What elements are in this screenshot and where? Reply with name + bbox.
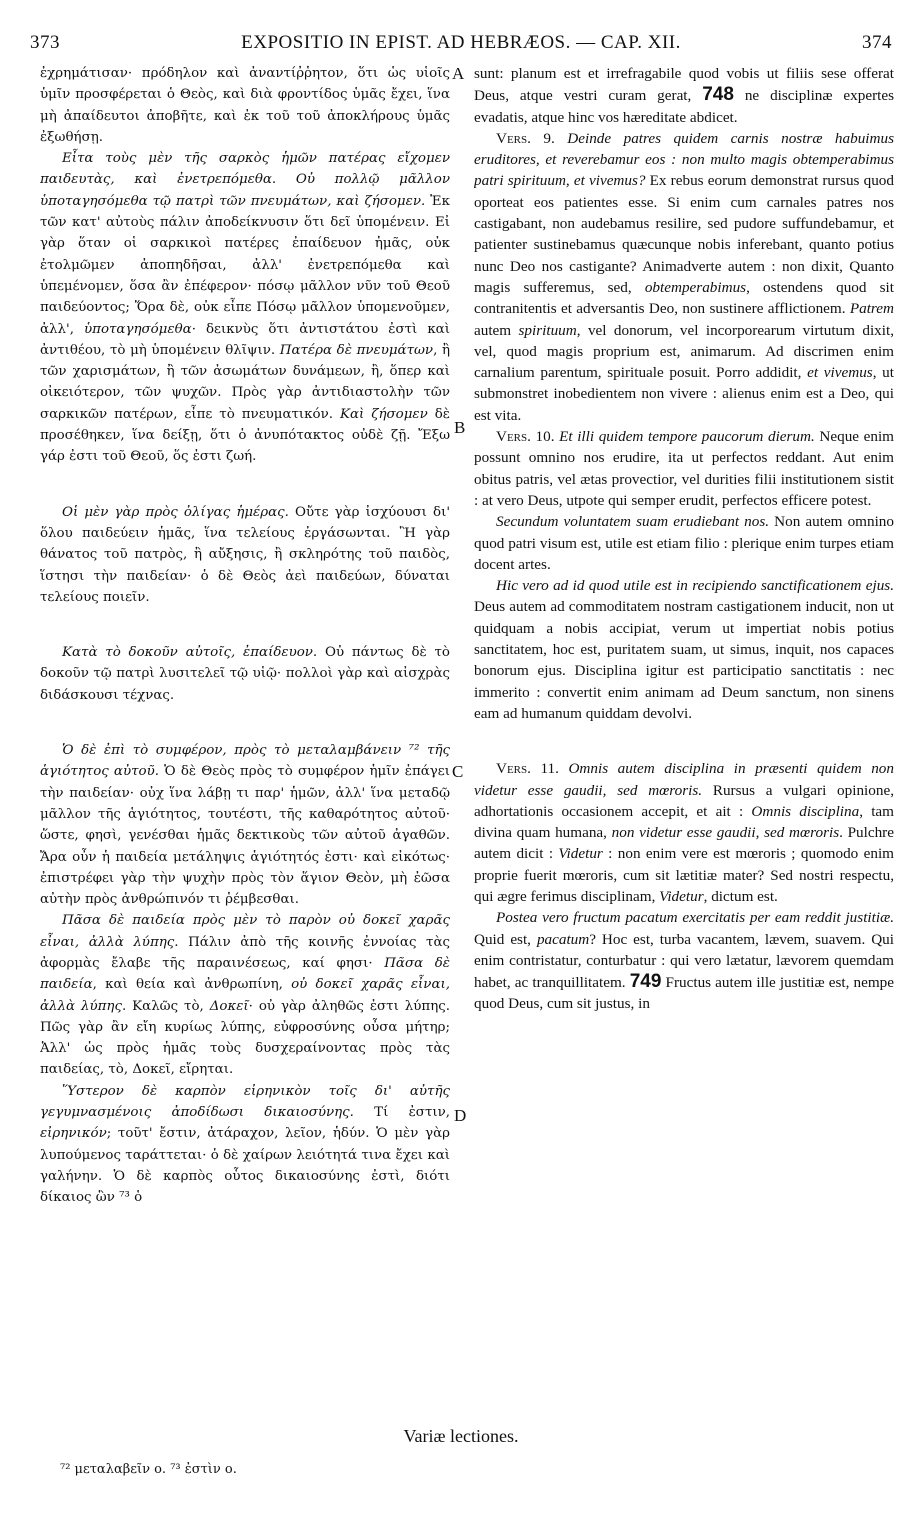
greek-paragraph: Κατὰ τὸ δοκοῦν αὐτοῖς, ἐπαίδευον. Οὐ πάντως δὲ τὸ δοκοῦν τῷ πατρὶ λυσιτελεῖ τῷ υἱῷ· πολλοὶ γὰρ καὶ αἰσχρὰς διδάσκουσι τέχνας. — [40, 645, 450, 703]
latin-paragraph: sunt: planum est et irrefragabile quod vobis ut filiis sese offerat Deus, atque vestri curam gerat, 748 ne disciplinæ expertes evadatis, atque hinc vos hæreditate abdicet. — [474, 65, 894, 126]
footnotes: ⁷² μεταλαβεῖν ο. ⁷³ ἐστὶν ο. — [60, 1462, 237, 1477]
latin-paragraph: Secundum voluntatem suam erudiebant nos. Non autem omnino quod patri visum est, utile est etiam filio : plerique enim turpes etiam docent artes. — [474, 513, 894, 573]
margin-marker-b: B — [454, 418, 466, 437]
column-number: 749 — [629, 971, 662, 993]
verse-label: Vers. 9. — [496, 129, 555, 147]
greek-paragraph: ἐχρημάτισαν· πρόδηλον καὶ ἀναντίῤῥητον, ὅτι ὡς υἱοῖς ὑμῖν προσφέρεται ὁ Θεὸς, καὶ διὰ φροντίδος ὑμᾶς ἔχει, ἵνα μὴ ἀπαίδευτοι ἀποβῆτε, καὶ ἐκ τοῦ τοῦ ἀποκλήρους ὑμᾶς ἐξωθήσῃ. — [40, 66, 450, 145]
margin-marker-c: C — [452, 762, 464, 781]
page-number-left: 373 — [30, 32, 60, 53]
greek-paragraph: Πᾶσα δὲ παιδεία πρὸς μὲν τὸ παρὸν οὐ δοκεῖ χαρᾶς εἶναι, ἀλλὰ λύπης. Πάλιν ἀπὸ τῆς κοινῆς ἐννοίας τὰς ἀφορμὰς ἔλαβε τῆς παραινέσεως, καί φησι· Πᾶσα δὲ παιδεία, καὶ θεία καὶ ἀνθρωπίνη, οὐ δοκεῖ χαρᾶς εἶναι, ἀλλὰ λύπης. Καλῶς τὸ, Δοκεῖ· οὐ γὰρ ἀληθῶς ἐστι λύπης. Πῶς γὰρ ἂν εἴη κυρίως λύπης, εὐφροσύνης οὖσα μήτηρ; Ἀλλ' ὡς πρὸς ἡμᾶς τοὺς δυσχεραίνοντας πρὸς τὰς παιδείας, τὸ, Δοκεῖ, εἴρηται. — [40, 913, 450, 1078]
running-header — [30, 32, 892, 60]
greek-paragraph: Οἱ μὲν γὰρ πρὸς ὀλίγας ἡμέρας. Οὔτε γὰρ ἰσχύουσι δι' ὅλου παιδεύειν ἡμᾶς, ἵνα τελείους ἐργάσωνται. Ἢ γὰρ θάνατος τοῦ πατρὸς, ἢ αὔξησις, ἢ σκληρότης τοῦ παιδὸς, ἵστησι τὴν παιδείαν· ὁ δὲ Θεὸς ἀεὶ παιδεύων, δύναται τελείους ποιεῖν. — [40, 504, 450, 605]
latin-paragraph: Hic vero ad id quod utile est in recipiendo sanctificationem ejus. Deus autem ad commoditatem nostram castigationem inducit, non ut quidquam a nobis accipiat, verum ut impertiat nobis potius sanctitatem, hoc est, puritatem suam, ut simus, inquit, nos capaces bonorum ejus. Disciplina igitur est participatio sanctitatis : nec immerito : convertit enim animam ad Deum sanctum, non sinens eam ad humanum quiddam devolvi. — [474, 577, 894, 722]
column-number: 748 — [702, 84, 734, 106]
running-title: EXPOSITIO IN EPIST. AD HEBRÆOS. — CAP. XII. — [241, 32, 681, 53]
margin-marker-a: A — [452, 64, 465, 83]
latin-column — [474, 63, 894, 1423]
page-number-right: 374 — [862, 32, 892, 53]
verse-label: Vers. 11. — [496, 760, 559, 778]
greek-paragraph: Ὕστερον δὲ καρπὸν εἰρηνικὸν τοῖς δι' αὐτῆς γεγυμνασμένοις ἀποδίδωσι δικαιοσύνης. Τί ἐστιν, εἰρηνικόν; τοῦτ' ἔστιν, ἀτάραχον, λεῖον, ἡδύν. Ὁ μὲν γὰρ λυπούμενος ταράττεται· ὁ δὲ χαίρων λειότητά τινα ἔχει καὶ γαλήνην. Ὁ δὲ καρπὸς οὗτος δικαιοσύνης ἐστὶ, διότι δίκαιος ὢν ⁷³ ὁ — [40, 1083, 450, 1206]
margin-marker-d: D — [454, 1106, 467, 1125]
latin-paragraph: Vers. 9. Deinde patres quidem carnis nostræ habuimus eruditores, et reverebamur eos : non multo magis obtemperabimus patri spirituum, et vivemus? Ex rebus eorum demonstrat rursus quod oporteat eos patientes esse. Si enim cum carnales patres nos castigabant, non audebamus resilire, sed pudore suffundebamur, et patienter sustinebamus quæcunque nobis inferebant, quanto potius nunc Deo nos castigante? Animadverte autem : non dixit, Quanto magis sufferemus, sed, obtemperabimus, ostendens quod sit contranitentis et adversantis Deo, non sustinere afflictionem. Patrem autem spirituum, vel donorum, vel incorporearum virtutum dixit, vel, quod magis proprium est, animarum. Ad discrimen enim carnalium parentum, spirituale posuit. Porro addidit, et vivemus, ut submonstret inobedientem non vivere : alienus enim est a Deo, qui est vita. — [474, 129, 894, 424]
greek-paragraph: Εἶτα τοὺς μὲν τῆς σαρκὸς ἡμῶν πατέρας εἴχομεν παιδευτὰς, καὶ ἐνετρεπόμεθα. Οὐ πολλῷ μᾶλλον ὑποταγησόμεθα τῷ πατρὶ τῶν πνευμάτων, καὶ ζήσομεν. Ἐκ τῶν κατ' αὐτοὺς πάλιν ἀποδείκνυσιν ὅτι δεῖ ὑπομένειν. Εἰ γὰρ ὅταν οἱ σαρκικοὶ πατέρες ἐπαίδευον ἡμᾶς, οὐκ ἐτολμῶμεν ἀποπηδῆσαι, ἀλλ' ἐνετρεπόμεθα καὶ ὑπεμένομεν, ὅσα ἂν ἐπέφερον· πόσῳ μᾶλλον νῦν τοῦ Θεοῦ παιδεύοντος; Ὅρα δὲ, οὐκ εἶπε Πόσῳ μᾶλλον ὑπομενοῦμεν, ἀλλ', ὑποταγησόμεθα· δεικνὺς ὅτι ἀντιστάτου ἐστὶ καὶ ἀντιθέου, τὸ μὴ ὑπομένειν θλῖψιν. Πατέρα δὲ πνευμάτων, ἢ τῶν χαρισμάτων, ἢ τῶν ἀσωμάτων δυνάμεων, ἢ, ὅπερ καὶ οἰκειότερον, τῶν ψυχῶν. Πρὸς γὰρ ἀντιδιαστολὴν τῶν σαρκικῶν πατέρων, εἶπε τὸ πνευματικόν. Καὶ ζήσομεν δὲ προσέθηκεν, ἵνα δείξῃ, ὅτι ὁ ἀνυπότακτος οὐδὲ ζῇ. Ἔξω γάρ ἐστι τοῦ Θεοῦ, ὅς ἐστι ζωή. — [40, 151, 450, 465]
latin-paragraph: Vers. 10. Et illi quidem tempore paucorum dierum. Neque enim possunt omnino nos erudire, ita ut perfectos reddant. Aut enim obitus patris, vel ætas provectior, vel durities filii institutionem sistit : at vero Deus, utpote qui semper erudit, perfectos efficere potest. — [474, 428, 894, 509]
latin-paragraph: Postea vero fructum pacatum exercitatis per eam reddit justitiæ. Quid est, pacatum? Hoc est, turba vacantem, lævem, suavem. Qui enim contristatur, conturbatur : qui vero lætatur, lævorem quemdam habet, ac tranquillitatem. 749 Fructus autem ille justitiæ est, nempe quod Deus, cum sit justus, in — [474, 909, 894, 1013]
variae-lectiones-heading: Variæ lectiones. — [403, 1426, 519, 1446]
greek-column — [40, 63, 450, 1423]
greek-paragraph: Ὁ δὲ ἐπὶ τὸ συμφέρον, πρὸς τὸ μεταλαμβάνειν ⁷² τῆς ἁγιότητος αὐτοῦ. Ὁ δὲ Θεὸς πρὸς τὸ συμφέρον ἡμῖν ἐπάγει τὴν παιδείαν· οὐχ ἵνα λάβῃ τι παρ' ἡμῶν, ἀλλ' ἵνα μεταδῷ μᾶλλον τῆς ἁγιότητος, τουτέστι, τῆς καθαρότητος αὐτοῦ· ὥστε, φησὶ, γενέσθαι ἡμᾶς δεκτικοὺς τῶν αὐτοῦ ἀγαθῶν. Ἄρα οὖν ἡ παιδεία μετάληψις ἁγιότητός ἐστι· καὶ εἰκότως· ἐπιστρέφει γὰρ τὴν ψυχὴν πρὸς τὸν ἅγιον Θεὸν, μὴ ἐῶσα αὐτὴν πρὸς ἀνθρώπινόν τι ῥέμβεσθαι. — [40, 743, 450, 908]
verse-label: Vers. 10. — [496, 428, 555, 446]
latin-paragraph: Vers. 11. Omnis autem disciplina in præsenti quidem non videtur esse gaudii, sed mœroris. Rursus a vulgari opinione, adhortationis occasionem accepit, et ait : Omnis disciplina, tam divina quam humana, non videtur esse gaudii, sed mœroris. Pulchre autem dicit : Videtur : non enim vere est mœroris ; quomodo enim proprie fuerit mœroris, cum sit lætitiæ mater? Sed nostri respectu, qui ægre ferimus disciplinam, Videtur, dictum est. — [474, 760, 894, 905]
